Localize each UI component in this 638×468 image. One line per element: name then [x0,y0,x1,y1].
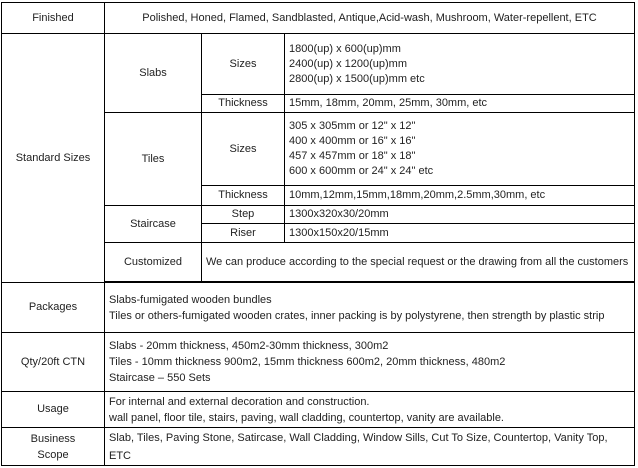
size-line: 400 x 400mm or 16" x 16" [289,135,416,147]
value-riser: 1300x150x20/15mm [285,224,635,243]
value-tile-sizes [285,113,635,186]
value-slab-thickness: 15mm, 18mm, 20mm, 25mm, 30mm, etc [285,95,635,113]
label-riser: Riser [202,224,285,243]
spec-table [1,2,635,466]
value-business-scope: Slab, Tiles, Paving Stone, Satircase, Wall Cladding, Window Sills, Cut To Size, Countertop, Vanity Top, ETC [105,428,635,466]
label-slabs: Slabs [105,34,202,113]
value-tile-thickness: 10mm,12mm,15mm,18mm,20mm,2.5mm,30mm, etc [285,186,635,206]
value-qty [105,333,635,392]
text-line: Tiles or others-fumigated wooden crates, inner packing is by polystyrene, then strength by plastic strip [109,309,605,322]
row-finished [2,3,635,34]
size-line: 1800(up) x 600(up)mm [289,42,401,55]
size-line: 305 x 305mm or 12" x 12" [289,120,416,132]
size-line: 2400(up) x 1200(up)mm [289,57,408,70]
label-packages: Packages [2,283,105,333]
label-staircase: Staircase [105,206,202,243]
label-tile-thickness: Thickness [202,186,285,206]
label-standard-sizes: Standard Sizes [2,34,105,283]
text-line: Slabs - 20mm thickness, 450m2-30mm thickness, 300m2 [109,340,389,352]
value-finished: Polished, Honed, Flamed, Sandblasted, Antique,Acid-wash, Mushroom, Water-repellent, ETC [105,3,635,34]
text-line: Slabs-fumigated wooden bundles [109,293,272,306]
text-line: Staircase – 550 Sets [109,372,211,384]
label-slab-sizes: Sizes [202,34,285,95]
value-step: 1300x320x30/20mm [285,206,635,224]
size-line: 457 x 457mm or 18" x 18" [289,150,416,162]
text-line: wall panel, floor tile, stairs, paving, wall cladding, countertop, vanity are available. [109,411,504,424]
size-line: 600 x 600mm or 24" x 24" etc [289,165,434,177]
label-qty: Qty/20ft CTN [2,333,105,392]
value-usage [105,392,635,428]
label-tiles: Tiles [105,113,202,206]
label-step: Step [202,206,285,224]
label-customized: Customized [105,243,202,282]
label-tile-sizes: Sizes [202,113,285,186]
value-customized: We can produce according to the special request or the drawing from all the customers [202,243,635,282]
value-slab-sizes [285,34,635,95]
text-line: For internal and external decoration and construction. [109,395,370,408]
label-finished: Finished [2,3,105,34]
label-usage: Usage [2,392,105,428]
value-packages [105,283,635,333]
text-line: Tiles - 10mm thickness 900m2, 15mm thickness 600m2, 20mm thickness, 480m2 [109,356,506,368]
label-slab-thickness: Thickness [202,95,285,113]
size-line: 2800(up) x 1500(up)mm etc [289,72,425,85]
label-business-scope: Business Scope [2,428,105,466]
